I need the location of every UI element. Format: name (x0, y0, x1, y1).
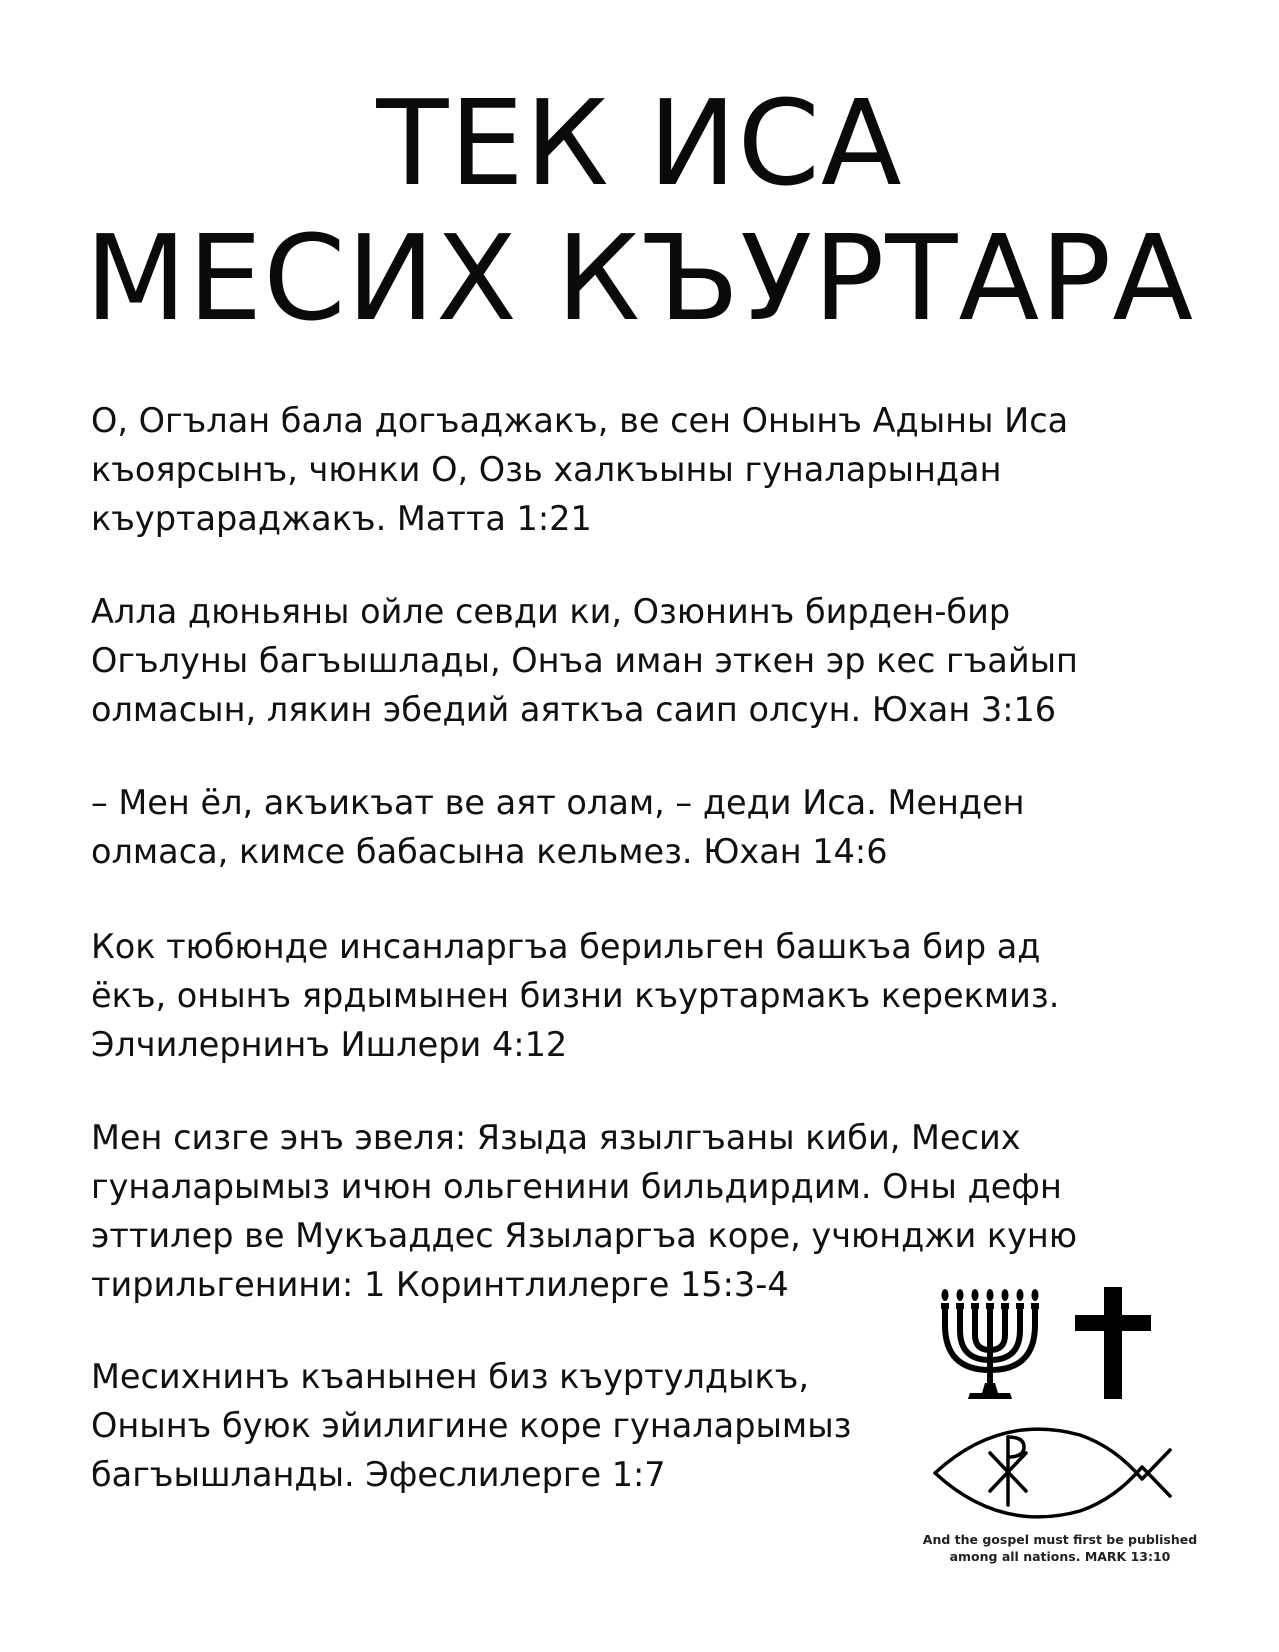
verse-line: багъышланды. Эфеслилерге 1:7 (91, 1455, 666, 1494)
verse-line: О, Огълан бала догъаджакъ, ве сен Онынъ Адыны Иса (91, 401, 1069, 440)
verse-1-corinthians-15-3-4 (91, 1113, 1077, 1309)
verse-line: тирильгенини: 1 Коринтлилерге 15:3-4 (91, 1265, 789, 1304)
verse-line: олмасын, лякин эбедий аяткъа саип олсун. Юхан 3:16 (91, 690, 1057, 729)
ichthys-chi-rho-icon (935, 1429, 1170, 1517)
verse-line: эттилер ве Мукъаддес Языларгъа коре, учюнджи куню (91, 1216, 1078, 1255)
verse-acts-4-12 (91, 922, 1059, 1069)
verse-line: Алла дюньяны ойле севди ки, Озюнинъ бирден-бир (91, 592, 1011, 631)
verse-line: къоярсынъ, чюнки О, Озь халкъыны гуналарындан (91, 450, 1002, 489)
faith-symbols (930, 1285, 1190, 1525)
cross-icon (1075, 1287, 1151, 1399)
page-title-line-2: МЕСИХ КЪУРТАРА (84, 209, 1195, 347)
verse-line: – Мен ёл, акъикъат ве аят олам, – деди Иса. Менден (91, 783, 1025, 822)
verse-john-3-16 (91, 587, 1078, 734)
verse-line: Месихнинъ къанынен биз къуртулдыкъ, (91, 1357, 810, 1396)
verse-line: Кок тюбюнде инсанларгъа берильген башкъа бир ад (91, 927, 1041, 966)
footnote-line: among all nations. MARK 13:10 (949, 1549, 1171, 1564)
footnote-line: And the gospel must first be published (922, 1532, 1198, 1547)
verse-line: гуналарымыз ичюн ольгенини бильдирдим. Оны дефн (91, 1167, 1062, 1206)
verse-line: олмаса, кимсе бабасына кельмез. Юхан 14:6 (91, 832, 888, 871)
verse-line: ёкъ, онынъ ярдымынен бизни къуртармакъ керекмиз. (91, 976, 1060, 1015)
footnote-mark-13-10 (905, 1531, 1215, 1565)
verse-matthew-1-21 (91, 396, 1068, 543)
verse-line: Онынъ буюк эйилигине коре гуналарымыз (91, 1406, 852, 1445)
verse-line: Элчилернинъ Ишлери 4:12 (91, 1025, 568, 1064)
verse-line: Огълуны багъышлады, Онъа иман эткен эр кес гъайып (91, 641, 1078, 680)
page-title-line-1: ТЕК ИСА (376, 74, 903, 212)
menorah-icon (941, 1289, 1039, 1399)
verse-ephesians-1-7 (91, 1352, 851, 1499)
verse-john-14-6 (91, 778, 1025, 876)
verse-line: къуртараджакъ. Матта 1:21 (91, 499, 592, 538)
verse-line: Мен сизге энъ эвеля: Языда язылгъаны киби, Месих (91, 1118, 1021, 1157)
